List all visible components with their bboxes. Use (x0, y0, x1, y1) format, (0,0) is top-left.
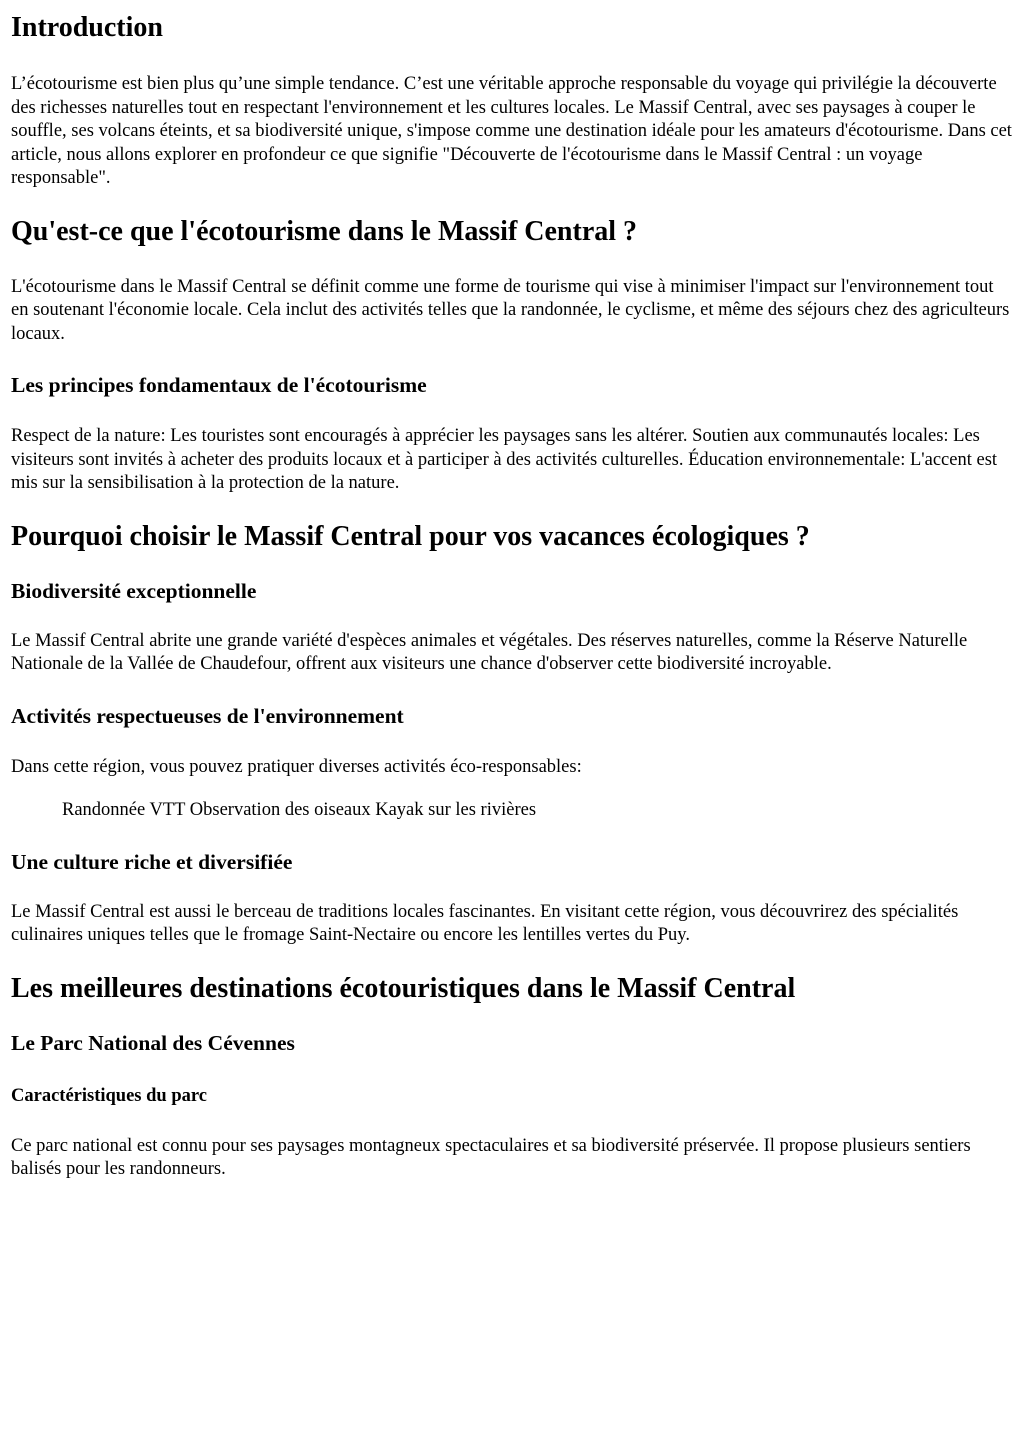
culture-paragraph: Le Massif Central est aussi le berceau de traditions locales fascinantes. En visitant cette région, vous découvrirez des spécialités culinaires uniques telles que le fromage Saint-Nectaire ou encore les lentilles vertes du Puy. (11, 901, 959, 945)
activities-heading: Activités respectueuses de l'environnement (11, 703, 404, 728)
culture-heading: Une culture riche et diversifiée (11, 849, 293, 874)
principles-heading: Les principes fondamentaux de l'écotourisme (11, 373, 427, 397)
activities-paragraph: Dans cette région, vous pouvez pratiquer diverses activités éco-responsables: (11, 756, 582, 777)
what-is-heading: Qu'est-ce que l'écotourisme dans le Massif Central ? (11, 215, 638, 247)
biodiversity-heading: Biodiversité exceptionnelle (11, 578, 257, 603)
park-features-heading: Caractéristiques du parc (11, 1085, 207, 1106)
intro-heading: Introduction (11, 12, 163, 43)
cevennes-heading: Le Parc National des Cévennes (11, 1030, 295, 1055)
biodiversity-paragraph: Le Massif Central abrite une grande variété d'espèces animales et végétales. Des réserves naturelles, comme la Réserve Naturelle Nationale de la Vallée de Chaudefour, offrent aux visiteurs une chance d'observer cette biodiversité incroyable. (11, 630, 968, 674)
what-is-paragraph: L'écotourisme dans le Massif Central se définit comme une forme de tourisme qui vise à minimiser l'impact sur l'environnement tout en soutenant l'économie locale. Cela inclut des activités telles que la randonnée, le cyclisme, et même des séjours chez des agriculteurs locaux. (11, 276, 1010, 344)
park-features-paragraph: Ce parc national est connu pour ses paysages montagneux spectaculaires et sa biodiversité préservée. Il propose plusieurs sentiers balisés pour les randonneurs. (11, 1135, 971, 1179)
activities-list: Randonnée VTT Observation des oiseaux Kayak sur les rivières (62, 800, 537, 820)
intro-paragraph: L’écotourisme est bien plus qu’une simple tendance. C’est une véritable approche responsable du voyage qui privilégie la découverte des richesses naturelles tout en respectant l'environnement et les cultures locales. Le Massif Central, avec ses paysages à couper le souffle, ses volcans éteints, et sa biodiversité unique, s'impose comme une destination idéale pour les amateurs d'écotourisme. Dans cet article, nous allons explorer en profondeur ce que signifie "Découverte de l'écotourisme dans le Massif Central : un voyage responsable". (11, 74, 1012, 188)
destinations-heading: Les meilleures destinations écotouristiques dans le Massif Central (11, 972, 796, 1004)
why-heading: Pourquoi choisir le Massif Central pour vos vacances écologiques ? (11, 520, 810, 552)
principles-paragraph: Respect de la nature: Les touristes sont encouragés à apprécier les paysages sans les altérer. Soutien aux communautés locales: Les visiteurs sont invités à acheter des produits locaux et à participer à des activités culturelles. Éducation environnementale: L'accent est mis sur la sensibilisation à la protection de la nature. (11, 426, 998, 493)
